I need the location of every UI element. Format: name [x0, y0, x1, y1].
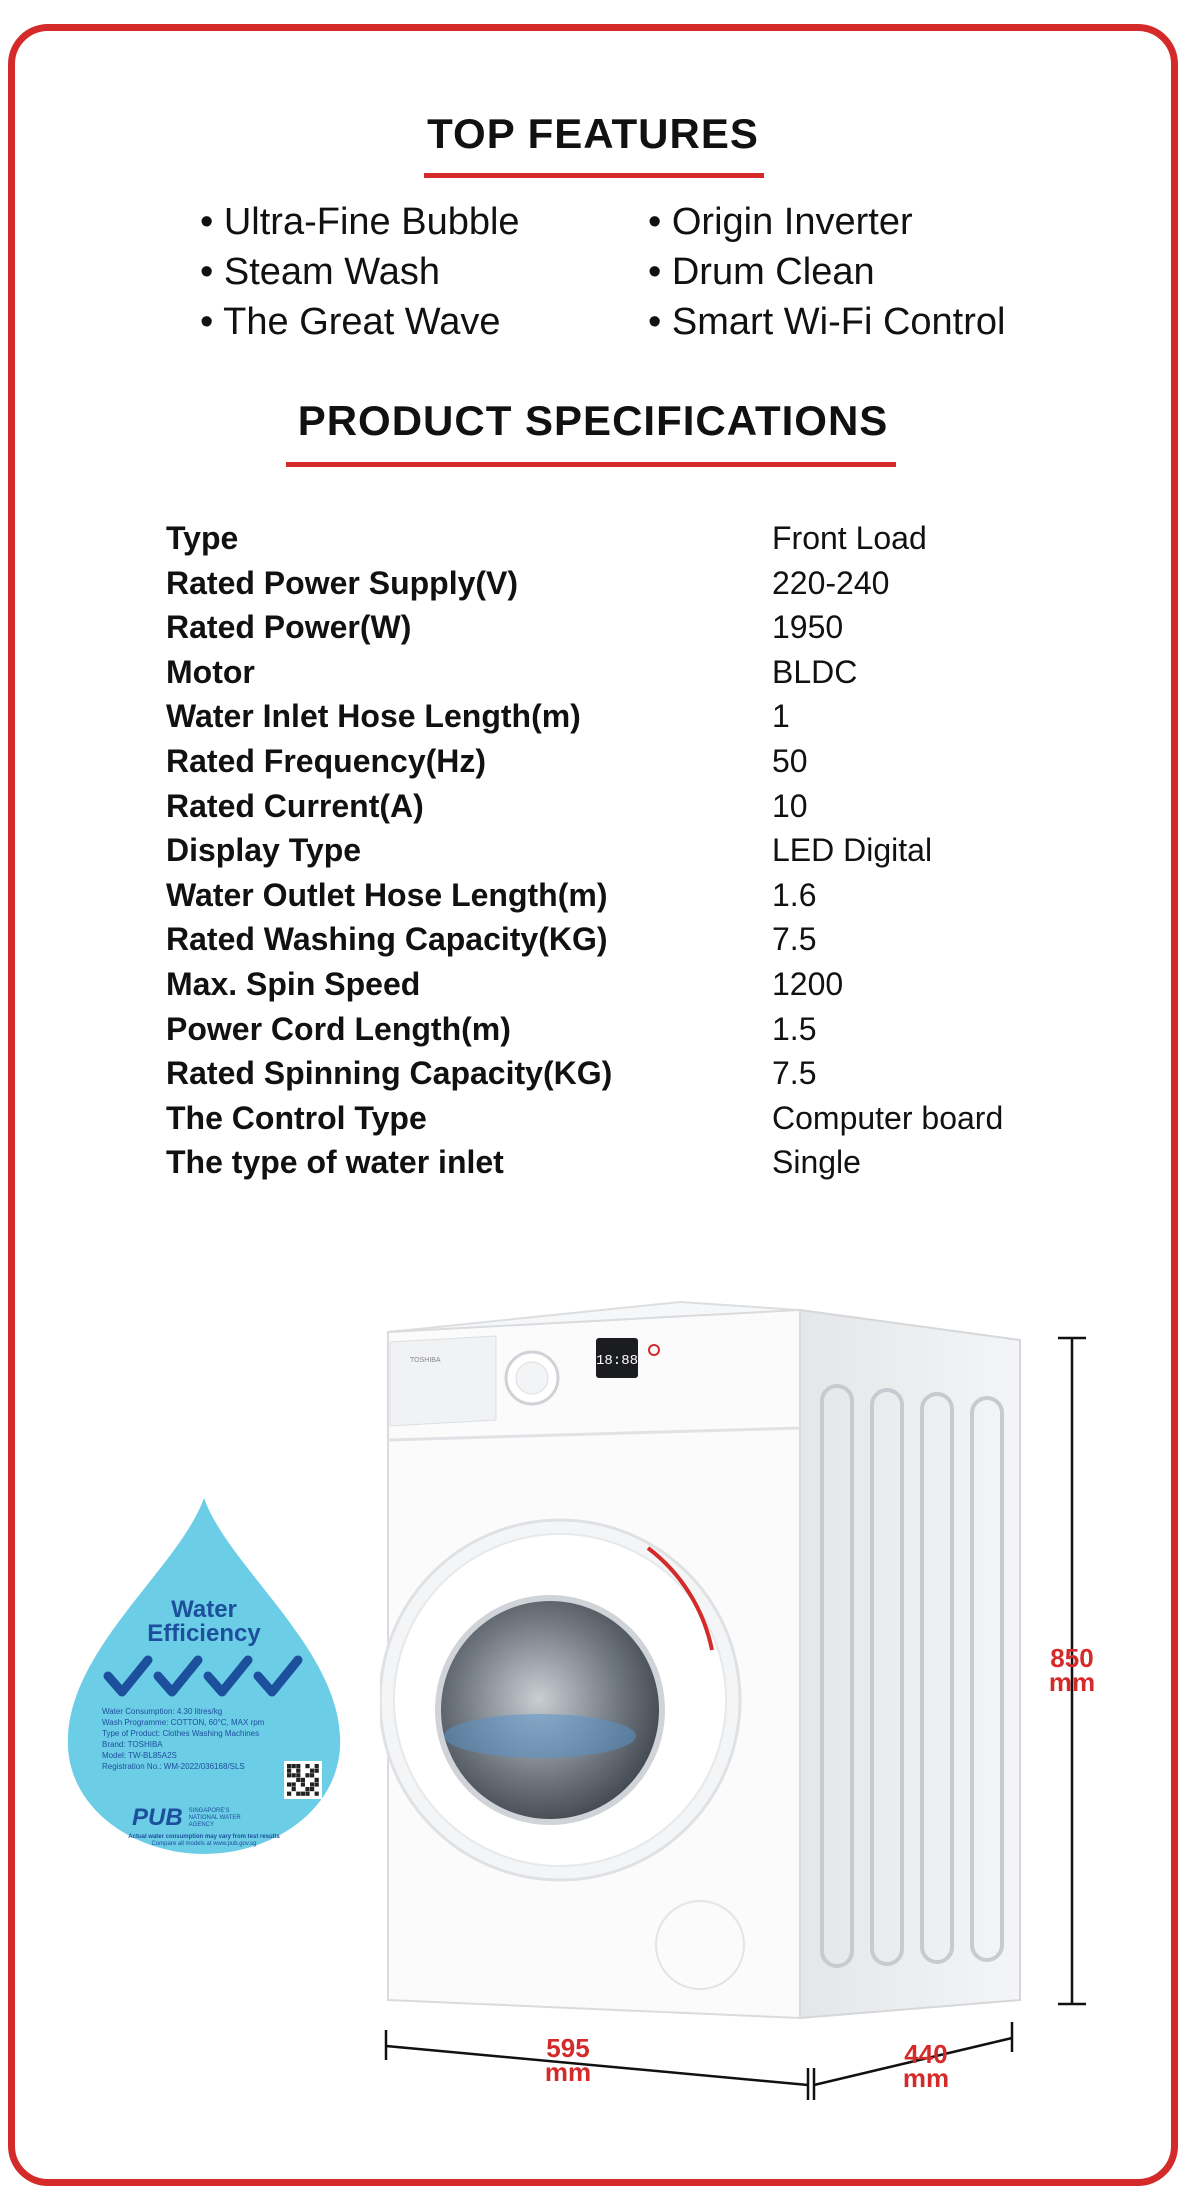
brand-label: TOSHIBA — [410, 1357, 441, 1364]
badge-footer-line2: Compare all models at www.pub.gov.sg — [151, 1841, 257, 1847]
height-unit: mm — [1048, 1667, 1096, 1697]
height-dimension — [1034, 1643, 1110, 1697]
spec-label: Power Cord Length(m) — [166, 1010, 511, 1047]
spec-label: Type — [166, 520, 239, 556]
feature-item: • Ultra-Fine Bubble — [200, 201, 520, 243]
depth-unit: mm — [902, 2063, 950, 2093]
feature-item: • Drum Clean — [648, 251, 875, 293]
height-value: 850 — [1050, 1643, 1094, 1673]
badge-title-line2: Efficiency — [147, 1620, 261, 1647]
badge-detail: Wash Programme: COTTON, 60°C, MAX rpm — [102, 1718, 265, 1727]
spec-label: Max. Spin Speed — [166, 965, 421, 1002]
badge-detail: Water Consumption: 4.30 litres/kg — [102, 1707, 223, 1716]
badge-detail: Brand: TOSHIBA — [102, 1740, 163, 1749]
spec-value: 7.5 — [772, 921, 817, 958]
spec-label: Rated Power(W) — [166, 609, 412, 646]
features-title: TOP FEATURES — [427, 110, 759, 157]
spec-value: 1.6 — [772, 876, 817, 913]
spec-label: Display Type — [166, 832, 362, 869]
width-value: 595 — [546, 2033, 590, 2063]
spec-label: Rated Frequency(Hz) — [166, 742, 487, 779]
spec-value: 7.5 — [772, 1055, 817, 1092]
feature-item: • The Great Wave — [200, 301, 501, 343]
spec-value: BLDC — [772, 653, 858, 690]
badge-detail: Type of Product: Clothes Washing Machines — [102, 1729, 260, 1738]
spec-value: 1 — [772, 698, 790, 735]
spec-value: 1.5 — [772, 1010, 817, 1047]
width-unit: mm — [544, 2057, 592, 2087]
spec-value: 1950 — [772, 609, 844, 646]
spec-label: Motor — [166, 653, 255, 690]
agency-name: SINGAPORE'S NATIONAL WATER AGENCY — [188, 1807, 241, 1828]
spec-value: 50 — [772, 742, 808, 779]
badge-title-line1: Water — [171, 1596, 237, 1623]
feature-item: • Smart Wi-Fi Control — [648, 301, 1006, 343]
specs-title: PRODUCT SPECIFICATIONS — [297, 397, 889, 444]
display-readout: 18:88 — [595, 1353, 639, 1369]
spec-label: Rated Current(A) — [166, 787, 424, 824]
feature-item: • Steam Wash — [200, 251, 440, 293]
spec-label: Rated Washing Capacity(KG) — [166, 921, 608, 958]
spec-value: 220-240 — [772, 564, 890, 601]
spec-value: Single — [772, 1144, 861, 1181]
spec-label: Water Outlet Hose Length(m) — [166, 876, 608, 913]
depth-value: 440 — [904, 2039, 948, 2069]
spec-value: Front Load — [772, 520, 927, 556]
spec-value: 1200 — [772, 965, 844, 1002]
width-dimension — [530, 2033, 606, 2087]
depth-dimension — [888, 2039, 964, 2093]
spec-value: 10 — [772, 787, 808, 824]
spec-label: The type of water inlet — [166, 1144, 504, 1181]
badge-detail: Model: TW-BL85A2S — [102, 1751, 177, 1760]
spec-label: Water Inlet Hose Length(m) — [166, 698, 581, 735]
badge-footer-line1: Actual water consumption may vary from test results — [128, 1834, 280, 1840]
spec-value: Computer board — [772, 1099, 1004, 1136]
spec-label: Rated Power Supply(V) — [166, 564, 519, 601]
spec-value: LED Digital — [772, 832, 933, 869]
spec-label: The Control Type — [166, 1099, 427, 1136]
badge-detail: Registration No.: WM-2022/036168/SLS — [102, 1762, 245, 1771]
spec-label: Rated Spinning Capacity(KG) — [166, 1055, 613, 1092]
feature-item: • Origin Inverter — [648, 201, 913, 243]
pub-logo-text: PUB — [132, 1804, 183, 1831]
